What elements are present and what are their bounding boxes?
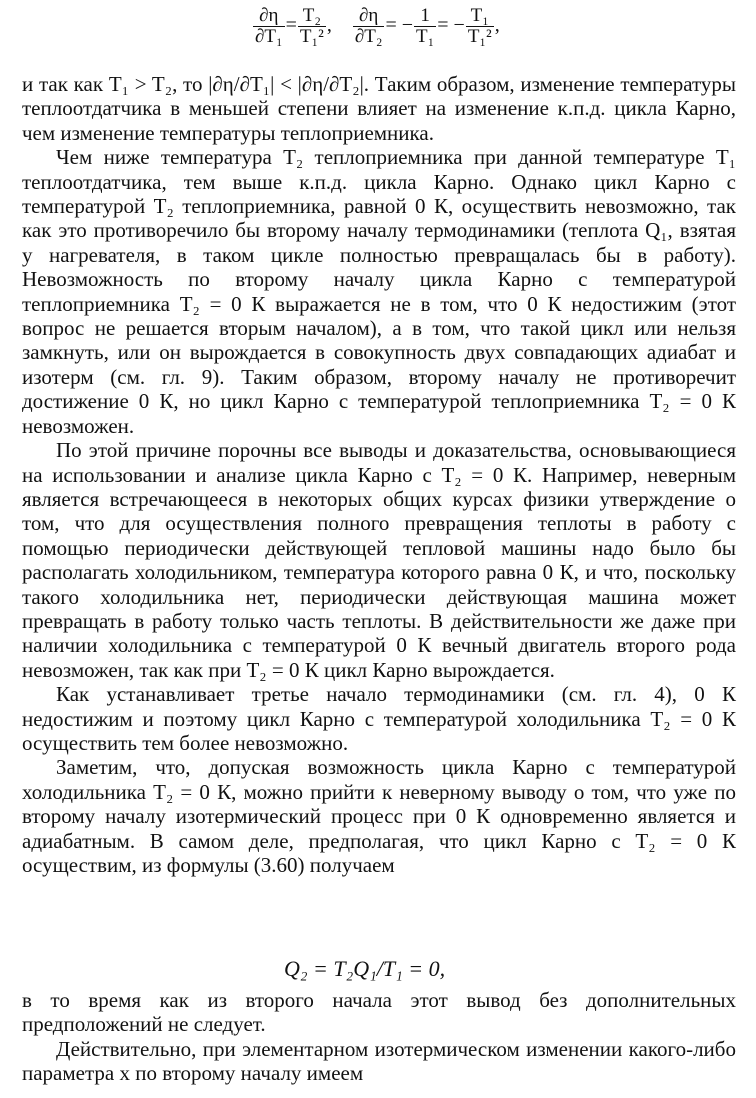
- paragraph: По этой причине порочны все выводы и доказательства, основывающиеся на использовании и анализе цикла Карно с T₂ = 0 К. Например, неверным является встречающееся в некоторых общих курсах физики утверждение о том, что для осуществления полного превращения теплоты в работу с помощью периодически действующей тепловой машины надо было бы располагать холодильником, температура которого равна 0 К, и что, поскольку такого холодильника нет, периодически действующая машина может превращать в работу только часть теплоты. В действительности же даже при наличии холодильника с температурой 0 К вечный двигатель второго рода невозможен, так как при T₂ = 0 К цикл Карно вырождается.: [22, 438, 736, 682]
- frac-den: T₁²: [299, 26, 324, 47]
- formula-op: = −: [437, 14, 465, 37]
- frac-num: 1: [414, 6, 436, 27]
- frac-den: T₁: [416, 26, 435, 47]
- frac-den: ∂T₁: [255, 26, 283, 47]
- formula-end: ,: [494, 14, 500, 37]
- paragraph: в то время как из второго начала этот вывод без дополнительных предположений не следует.: [22, 988, 736, 1037]
- paragraph: Как устанавливает третье начало термодинамики (см. гл. 4), 0 К недостижим и поэтому цикл Карно с температурой холодильника T₂ = 0 К осуществить тем более невозможно.: [22, 682, 736, 755]
- frac-den: ∂T₂: [354, 26, 383, 47]
- frac-num: ∂η: [353, 6, 385, 27]
- frac-num: ∂η: [253, 6, 285, 27]
- body-text-bottom: [22, 988, 736, 1086]
- frac-num: T₁: [466, 6, 494, 27]
- frac-num: T₂: [298, 6, 326, 27]
- body-text-top: [22, 72, 736, 877]
- paragraph: и так как T₁ > T₂, то |∂η/∂T₁| < |∂η/∂T₂|. Таким образом, изменение температуры теплоотдатчика в меньшей степени влияет на изменение к.п.д. цикла Карно, чем изменение температуры теплоприемника.: [22, 72, 736, 145]
- formula-sep: ,: [326, 14, 332, 37]
- paragraph: Действительно, при элементарном изотермическом изменении какого-либо параметра x по второму началу имеем: [22, 1036, 736, 1086]
- formula-op: = −: [385, 14, 414, 37]
- frac-den: T₁²: [467, 26, 492, 47]
- formula-q2: Q₂ = T₂Q₁/T₁ = 0,: [284, 956, 446, 981]
- paragraph: Чем ниже температура T₂ теплоприемника при данной температуре T₁ теплоотдатчика, тем выше к.п.д. цикла Карно. Однако цикл Карно с температурой T₂ теплоприемника, равной 0 К, осуществить невозможно, так как это противоречило бы второму началу термодинамики (теплота Q₁, взятая у нагревателя, в таком цикле полностью превращалась бы в работу). Невозможность по второму началу цикла Карно с температурой теплоприемника T₂ = 0 К выражается не в том, что 0 К недостижим (этот вопрос не решается вторым началом), а в том, что такой цикл или нельзя замкнуть, или он вырождается в совокупность двух совпадающих адиабат и изотерм (см. гл. 9). Таким образом, второму началу не противоречит достижение 0 К, но цикл Карно с температурой теплоприемника T₂ = 0 К невозможен.: [22, 145, 736, 438]
- paragraph: Заметим, что, допуская возможность цикла Карно с температурой холодильника T₂ = 0 К, можно прийти к неверному выводу о том, что уже по второму началу изотермический процесс при 0 К одновременно является и адиабатным. В самом деле, предполагая, что цикл Карно с T₂ = 0 К осуществим, из формулы (3.60) получаем: [22, 755, 736, 877]
- formula-derivatives: $\frac{\partial\eta}{\text{∂T₁}}$ = $\frac{\text{T₂}}{\text{T₁²}}$ , $\frac{\partial\eta}{\text{∂T₂}}$ = − $\frac{1}{\text{T₁}}$ = − $\frac{\text{T₁}}{\text{T₁²}}$ ,: [255, 5, 500, 47]
